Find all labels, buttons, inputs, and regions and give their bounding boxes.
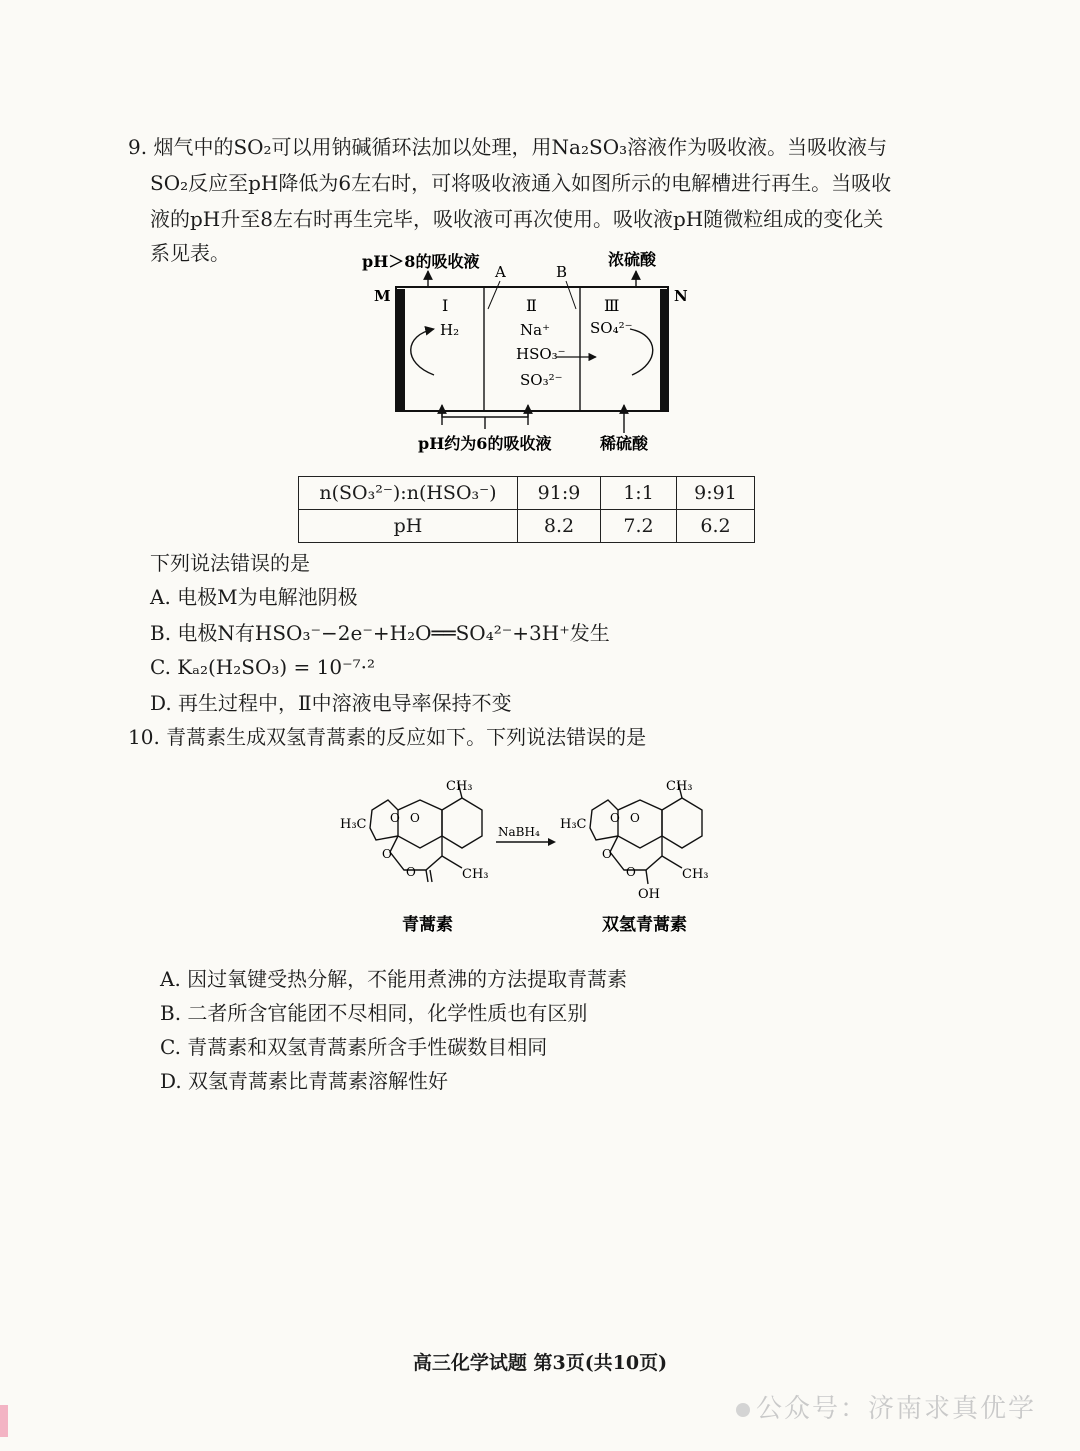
label-B-leader bbox=[566, 281, 576, 309]
mol2-o1: O bbox=[610, 811, 620, 825]
ratio-cell: 9:91 bbox=[677, 477, 755, 510]
top-left-label: pH＞8的吸收液 bbox=[362, 252, 480, 271]
edge-marker bbox=[0, 1405, 8, 1437]
mol1-o1: O bbox=[390, 811, 400, 825]
h2-label: H₂ bbox=[440, 321, 460, 339]
room-I-label: Ⅰ bbox=[442, 296, 449, 315]
q10-stem: 10. 青蒿素生成双氢青蒿素的反应如下。下列说法错误的是 bbox=[128, 725, 647, 749]
mol1-h3c: H₃C bbox=[340, 817, 367, 832]
q9-line-3: 液的pH升至8左右时再生完毕，吸收液可再次使用。吸收液pH随微粒组成的变化关 bbox=[150, 207, 884, 231]
page-footer: 高三化学试题 第3页(共10页) bbox=[412, 1352, 668, 1374]
bottom-right-label: 稀硫酸 bbox=[600, 434, 649, 453]
so3-ion-label: SO₃²⁻ bbox=[520, 371, 563, 389]
membrane-A-label: A bbox=[495, 263, 506, 281]
mol2-oh: OH bbox=[638, 887, 660, 902]
mol1-name: 青蒿素 bbox=[402, 915, 453, 935]
q10-option-a: A. 因过氧键受热分解，不能用煮沸的方法提取青蒿素 bbox=[160, 967, 628, 991]
watermark bbox=[730, 1388, 1036, 1425]
cathode-curve-arrow bbox=[411, 329, 434, 375]
bottom-left-label: pH约为6的吸收液 bbox=[418, 434, 552, 453]
ph-cell: 8.2 bbox=[518, 510, 601, 543]
electrode-M bbox=[396, 289, 405, 411]
room-III-label: Ⅲ bbox=[604, 296, 620, 315]
mol1-ch3-top: CH₃ bbox=[446, 779, 473, 794]
label-A-leader bbox=[488, 281, 500, 309]
wechat-icon bbox=[736, 1403, 750, 1417]
reaction-arrowhead bbox=[548, 838, 556, 846]
electrode-N-label: N bbox=[674, 287, 688, 305]
reaction-scheme bbox=[330, 770, 730, 940]
mol2-ch3-top: CH₃ bbox=[666, 779, 693, 794]
q10-option-c: C. 青蒿素和双氢青蒿素所含手性碳数目相同 bbox=[160, 1035, 548, 1059]
q9-line-2: SO₂反应至pH降低为6左右时，可将吸收液通入如图所示的电解槽进行再生。当吸收 bbox=[150, 171, 892, 195]
q9-line-1: 9. 烟气中的SO₂可以用钠碱循环法加以处理，用Na₂SO₃溶液作为吸收液。当吸收液与 bbox=[128, 135, 888, 159]
q9-option-b: B. 电极N有HSO₃⁻−2e⁻+H₂O══SO₄²⁻+3H⁺发生 bbox=[150, 621, 610, 645]
electrode-M-label: M bbox=[374, 287, 391, 305]
q10-option-d: D. 双氢青蒿素比青蒿素溶解性好 bbox=[160, 1069, 449, 1093]
ph-cell: 6.2 bbox=[677, 510, 755, 543]
mol2-o2: O bbox=[630, 811, 640, 825]
mol1-ch3-bottom: CH₃ bbox=[462, 867, 489, 882]
reagent-label: NaBH₄ bbox=[498, 825, 540, 839]
mol2-ch3-bottom: CH₃ bbox=[682, 867, 709, 882]
q9-line-4: 系见表。 bbox=[150, 241, 230, 265]
ratio-cell: 1:1 bbox=[601, 477, 677, 510]
ph-composition-table bbox=[298, 476, 755, 543]
q9-option-c: C. Kₐ₂(H₂SO₃) = 10⁻⁷·² bbox=[150, 655, 376, 679]
electrolysis-cell-diagram bbox=[360, 245, 700, 460]
mol1-o3: O bbox=[382, 847, 392, 861]
mol2-h3c: H₃C bbox=[560, 817, 587, 832]
q10-option-b: B. 二者所含官能团不尽相同，化学性质也有区别 bbox=[160, 1001, 588, 1025]
na-ion-label: Na⁺ bbox=[520, 321, 550, 339]
mol1-o4: O bbox=[406, 865, 416, 879]
q9-prompt: 下列说法错误的是 bbox=[150, 551, 310, 575]
room-II-label: Ⅱ bbox=[526, 296, 537, 315]
electrode-N bbox=[660, 289, 669, 411]
top-right-label: 浓硫酸 bbox=[608, 250, 657, 269]
membrane-B-label: B bbox=[556, 263, 568, 281]
mol2-name: 双氢青蒿素 bbox=[602, 915, 687, 935]
mol1-o2: O bbox=[410, 811, 420, 825]
mol2-o4: O bbox=[626, 865, 636, 879]
so4-ion-label: SO₄²⁻ bbox=[590, 319, 633, 337]
watermark-text: 公众号：济南求真优学 bbox=[755, 1394, 1036, 1424]
ratio-cell: 91:9 bbox=[518, 477, 601, 510]
q9-option-a: A. 电极M为电解池阴极 bbox=[150, 585, 358, 609]
table-row bbox=[299, 510, 755, 543]
hso3-ion-label: HSO₃⁻ bbox=[516, 345, 566, 363]
mol2-o3: O bbox=[602, 847, 612, 861]
table-row bbox=[299, 477, 755, 510]
ph-cell: 7.2 bbox=[601, 510, 677, 543]
row1-header: n(SO₃²⁻):n(HSO₃⁻) bbox=[299, 477, 518, 510]
q9-option-d: D. 再生过程中，Ⅱ中溶液电导率保持不变 bbox=[150, 691, 512, 715]
anode-curve-arrow bbox=[630, 329, 653, 375]
row2-header: pH bbox=[299, 510, 518, 543]
